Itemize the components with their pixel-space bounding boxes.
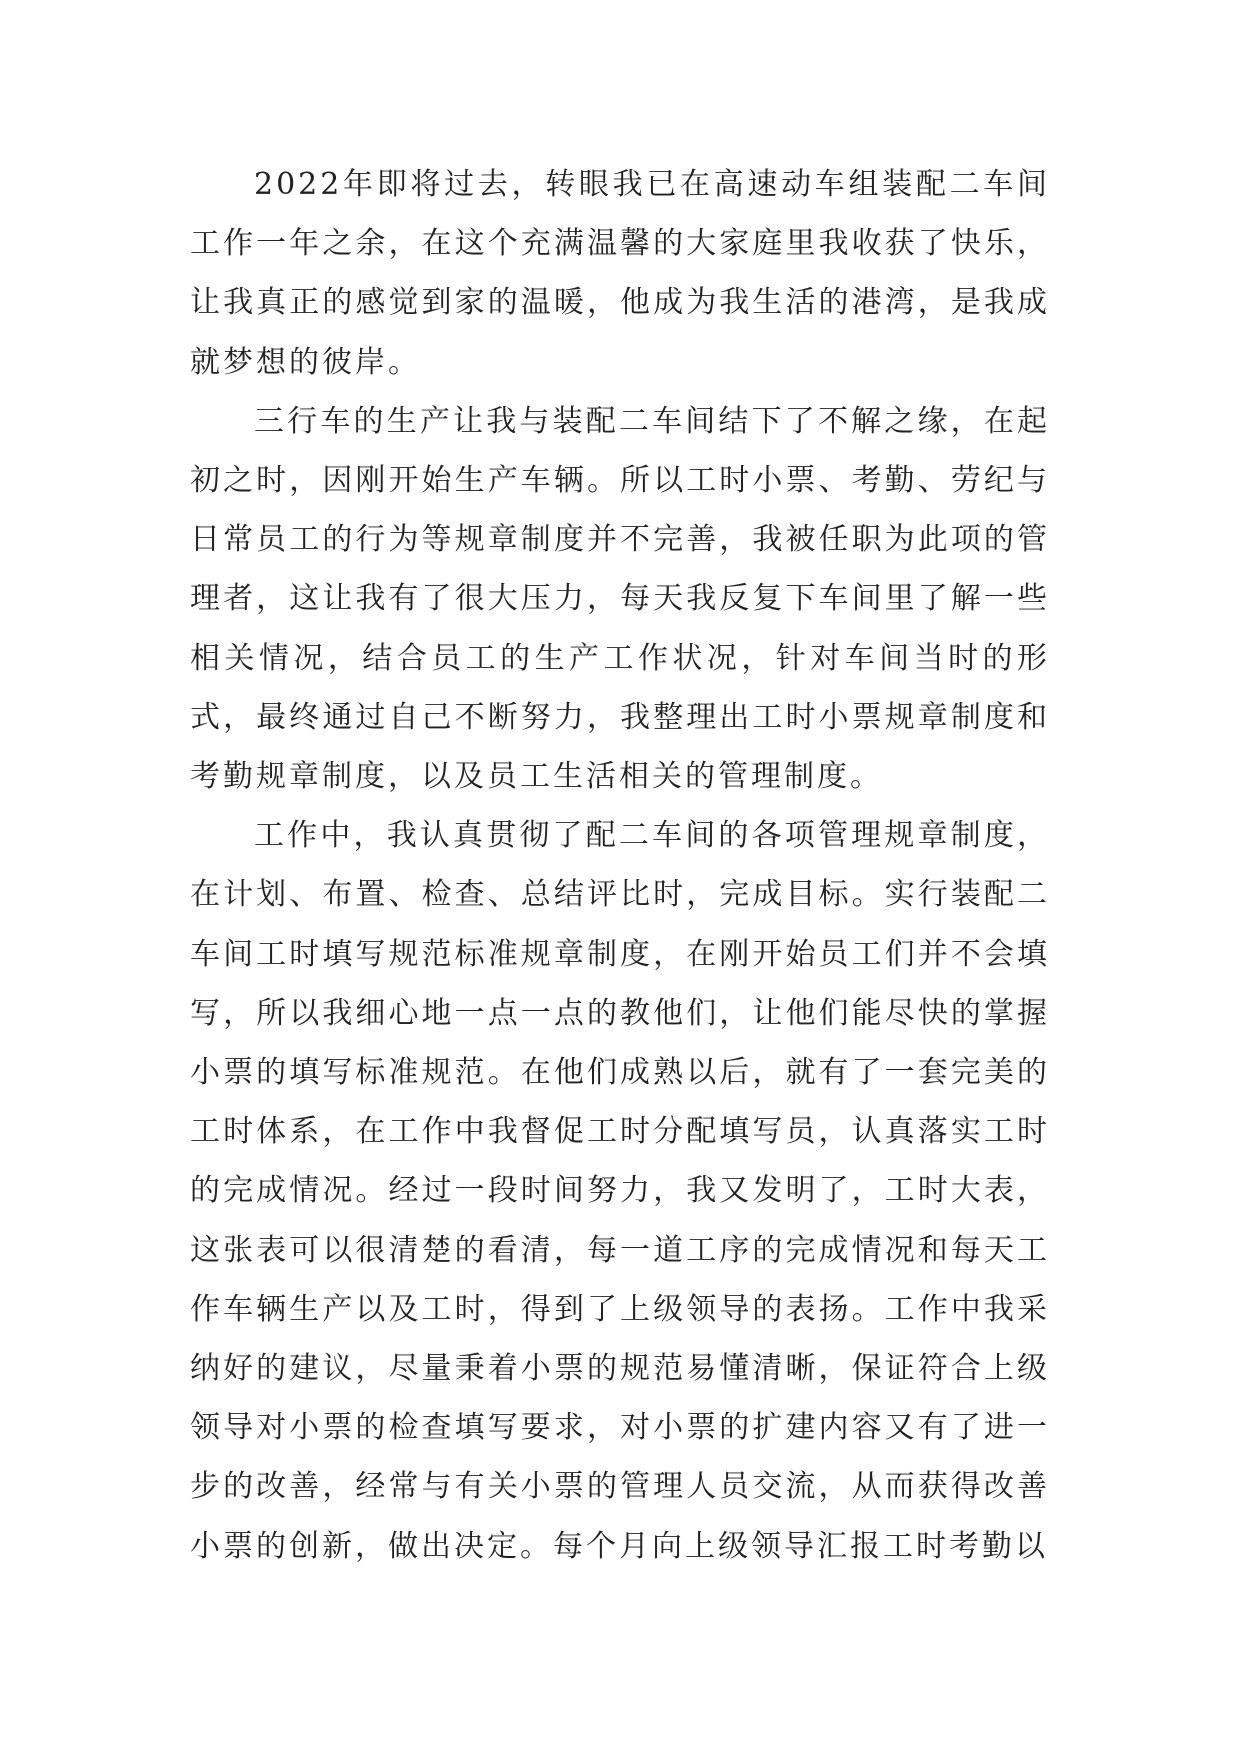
paragraph-regulations: 三行车的生产让我与装配二车间结下了不解之缘，在起初之时，因刚开始生产车辆。所以工时小票、考勤、劳纪与日常员工的行为等规章制度并不完善，我被任职为此项的管理者，这让我有了很大压力，每天我反复下车间里了解一些相关情况，结合员工的生产工作状况，针对车间当时的形式，最终通过自己不断努力，我整理出工时小票规章制度和考勤规章制度，以及员工生活相关的管理制度。	[190, 403, 1050, 795]
document-body	[190, 155, 1050, 1576]
paragraph-intro: 2022年即将过去，转眼我已在高速动车组装配二车间工作一年之余，在这个充满温馨的大家庭里我收获了快乐，让我真正的感觉到家的温暖，他成为我生活的港湾，是我成就梦想的彼岸。	[190, 167, 1050, 380]
paragraph-work-details: 工作中，我认真贯彻了配二车间的各项管理规章制度，在计划、布置、检查、总结评比时，完成目标。实行装配二车间工时填写规范标准规章制度，在刚开始员工们并不会填写，所以我细心地一点一点的教他们，让他们能尽快的掌握小票的填写标准规范。在他们成熟以后，就有了一套完美的工时体系，在工作中我督促工时分配填写员，认真落实工时的完成情况。经过一段时间努力，我又发明了，工时大表，这张表可以很清楚的看清，每一道工序的完成情况和每天工作车辆生产以及工时，得到了上级领导的表扬。工作中我采纳好的建议，尽量秉着小票的规范易懂清晰，保证符合上级领导对小票的检查填写要求，对小票的扩建内容又有了进一步的改善，经常与有关小票的管理人员交流，从而获得改善小票的创新，做出决定。每个月向上级领导汇报工时考勤以	[190, 818, 1050, 1564]
